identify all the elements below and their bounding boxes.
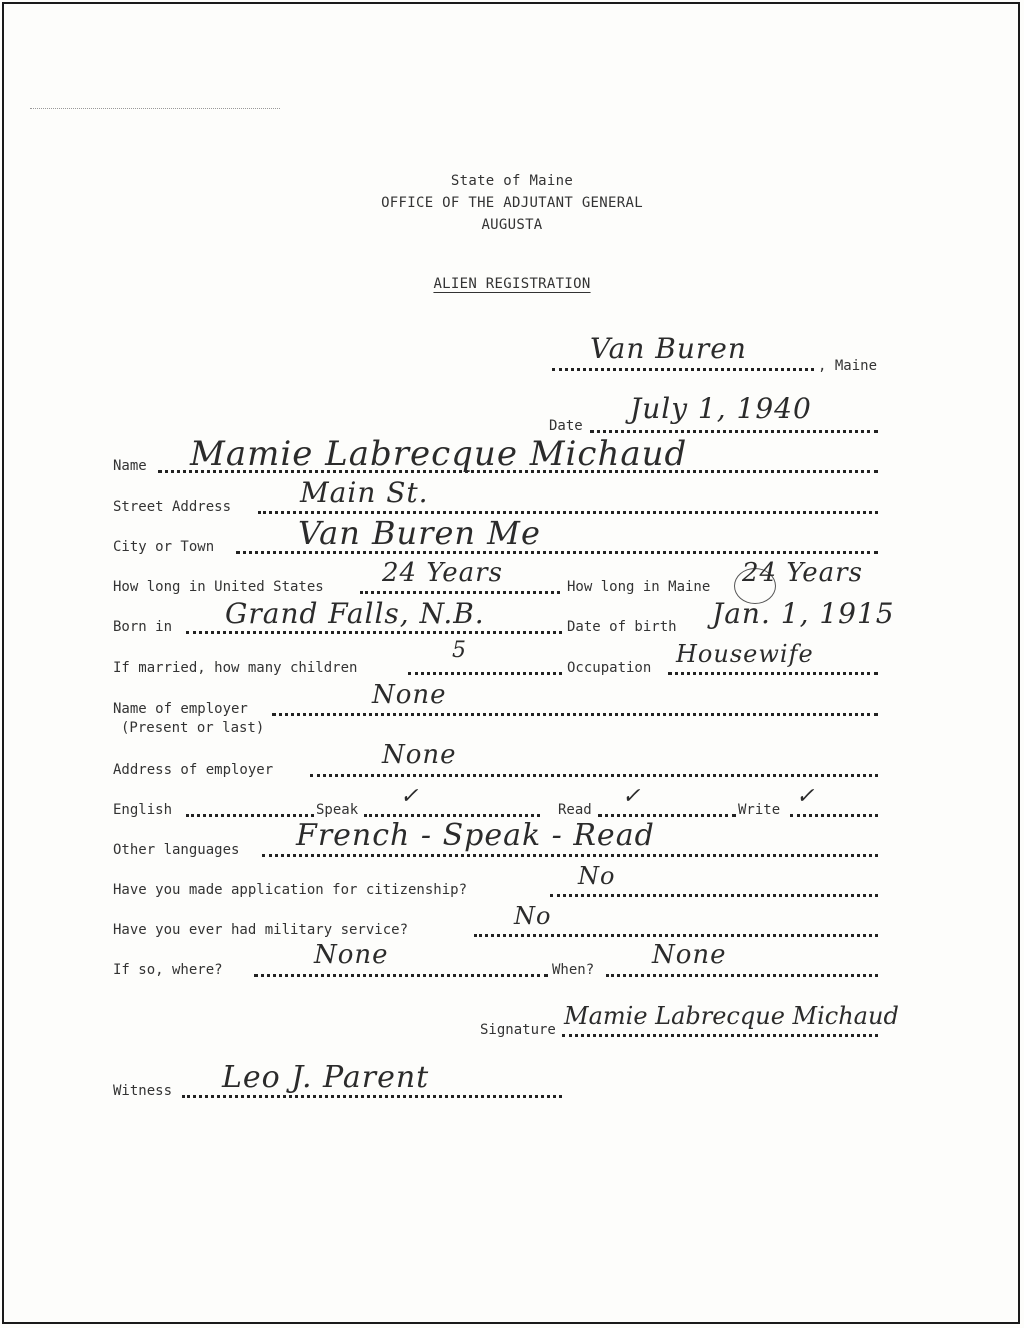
military-dots bbox=[474, 934, 878, 937]
us-years-dots bbox=[360, 591, 560, 594]
occupation-dots bbox=[668, 672, 878, 675]
where-label: If so, where? bbox=[113, 962, 223, 978]
citizenship-label: Have you made application for citizenship? bbox=[113, 882, 468, 898]
witness-label: Witness bbox=[113, 1083, 173, 1099]
employer-entry: None bbox=[372, 680, 447, 710]
write-entry: ✓ bbox=[796, 784, 816, 809]
employer-label: Name of employer bbox=[113, 701, 248, 717]
town-entry: Van Buren bbox=[590, 332, 747, 365]
born-dots bbox=[186, 631, 562, 634]
form-title: ALIEN REGISTRATION bbox=[433, 276, 591, 292]
children-dots bbox=[408, 672, 562, 675]
english-dots-2 bbox=[364, 814, 540, 817]
other-languages-label: Other languages bbox=[113, 842, 240, 858]
date-label: Date bbox=[549, 418, 583, 434]
witness-dots bbox=[182, 1095, 562, 1098]
read-label: Read bbox=[558, 802, 592, 818]
children-entry: 5 bbox=[452, 638, 467, 663]
children-label: If married, how many children bbox=[113, 660, 358, 676]
state-suffix: , Maine bbox=[818, 358, 878, 374]
employer-address-dots bbox=[310, 774, 878, 777]
other-languages-dots bbox=[262, 854, 878, 857]
when-entry: None bbox=[652, 940, 727, 970]
name-entry: Mamie Labrecque Michaud bbox=[190, 434, 688, 474]
when-dots bbox=[606, 974, 878, 977]
when-label: When? bbox=[552, 962, 595, 978]
occupation-label: Occupation bbox=[567, 660, 652, 676]
dob-entry: Jan. 1, 1915 bbox=[712, 597, 895, 630]
occupation-entry: Housewife bbox=[676, 640, 814, 668]
maine-years-entry: 24 Years bbox=[742, 558, 863, 588]
header-office: OFFICE OF THE ADJUTANT GENERAL bbox=[381, 195, 643, 211]
english-label: English bbox=[113, 802, 173, 818]
city-label: City or Town bbox=[113, 539, 215, 555]
employer-address-entry: None bbox=[382, 740, 457, 770]
header-city: AUGUSTA bbox=[481, 217, 543, 233]
scan-artifact bbox=[30, 108, 280, 109]
speak-entry: ✓ bbox=[400, 784, 420, 809]
military-entry: No bbox=[514, 902, 552, 930]
street-entry: Main St. bbox=[300, 476, 429, 509]
us-years-label: How long in United States bbox=[113, 579, 324, 595]
name-label: Name bbox=[113, 458, 147, 474]
english-dots-1 bbox=[186, 814, 314, 817]
other-languages-entry: French - Speak - Read bbox=[296, 818, 655, 853]
citizenship-entry: No bbox=[578, 862, 616, 890]
speak-label: Speak bbox=[316, 802, 359, 818]
write-label: Write bbox=[738, 802, 781, 818]
maine-years-label: How long in Maine bbox=[567, 579, 711, 595]
english-dots-3 bbox=[598, 814, 736, 817]
employer-note: (Present or last) bbox=[121, 720, 265, 736]
read-entry: ✓ bbox=[622, 784, 642, 809]
military-label: Have you ever had military service? bbox=[113, 922, 409, 938]
signature-label: Signature bbox=[480, 1022, 556, 1038]
born-label: Born in bbox=[113, 619, 173, 635]
witness-entry: Leo J. Parent bbox=[222, 1060, 430, 1095]
date-entry: July 1, 1940 bbox=[630, 392, 812, 425]
city-entry: Van Buren Me bbox=[298, 514, 541, 552]
us-years-entry: 24 Years bbox=[382, 558, 503, 588]
where-entry: None bbox=[314, 940, 389, 970]
dob-label: Date of birth bbox=[567, 619, 677, 635]
date-dots bbox=[590, 430, 878, 433]
signature-dots bbox=[562, 1034, 878, 1037]
born-entry: Grand Falls, N.B. bbox=[225, 597, 485, 630]
street-label: Street Address bbox=[113, 499, 232, 515]
where-dots bbox=[254, 974, 548, 977]
signature-entry: Mamie Labrecque Michaud bbox=[564, 1002, 899, 1030]
english-dots-4 bbox=[790, 814, 878, 817]
employer-dots bbox=[272, 713, 878, 716]
town-dots bbox=[552, 368, 814, 371]
employer-address-label: Address of employer bbox=[113, 762, 274, 778]
citizenship-dots bbox=[550, 894, 878, 897]
header-state: State of Maine bbox=[450, 173, 574, 189]
